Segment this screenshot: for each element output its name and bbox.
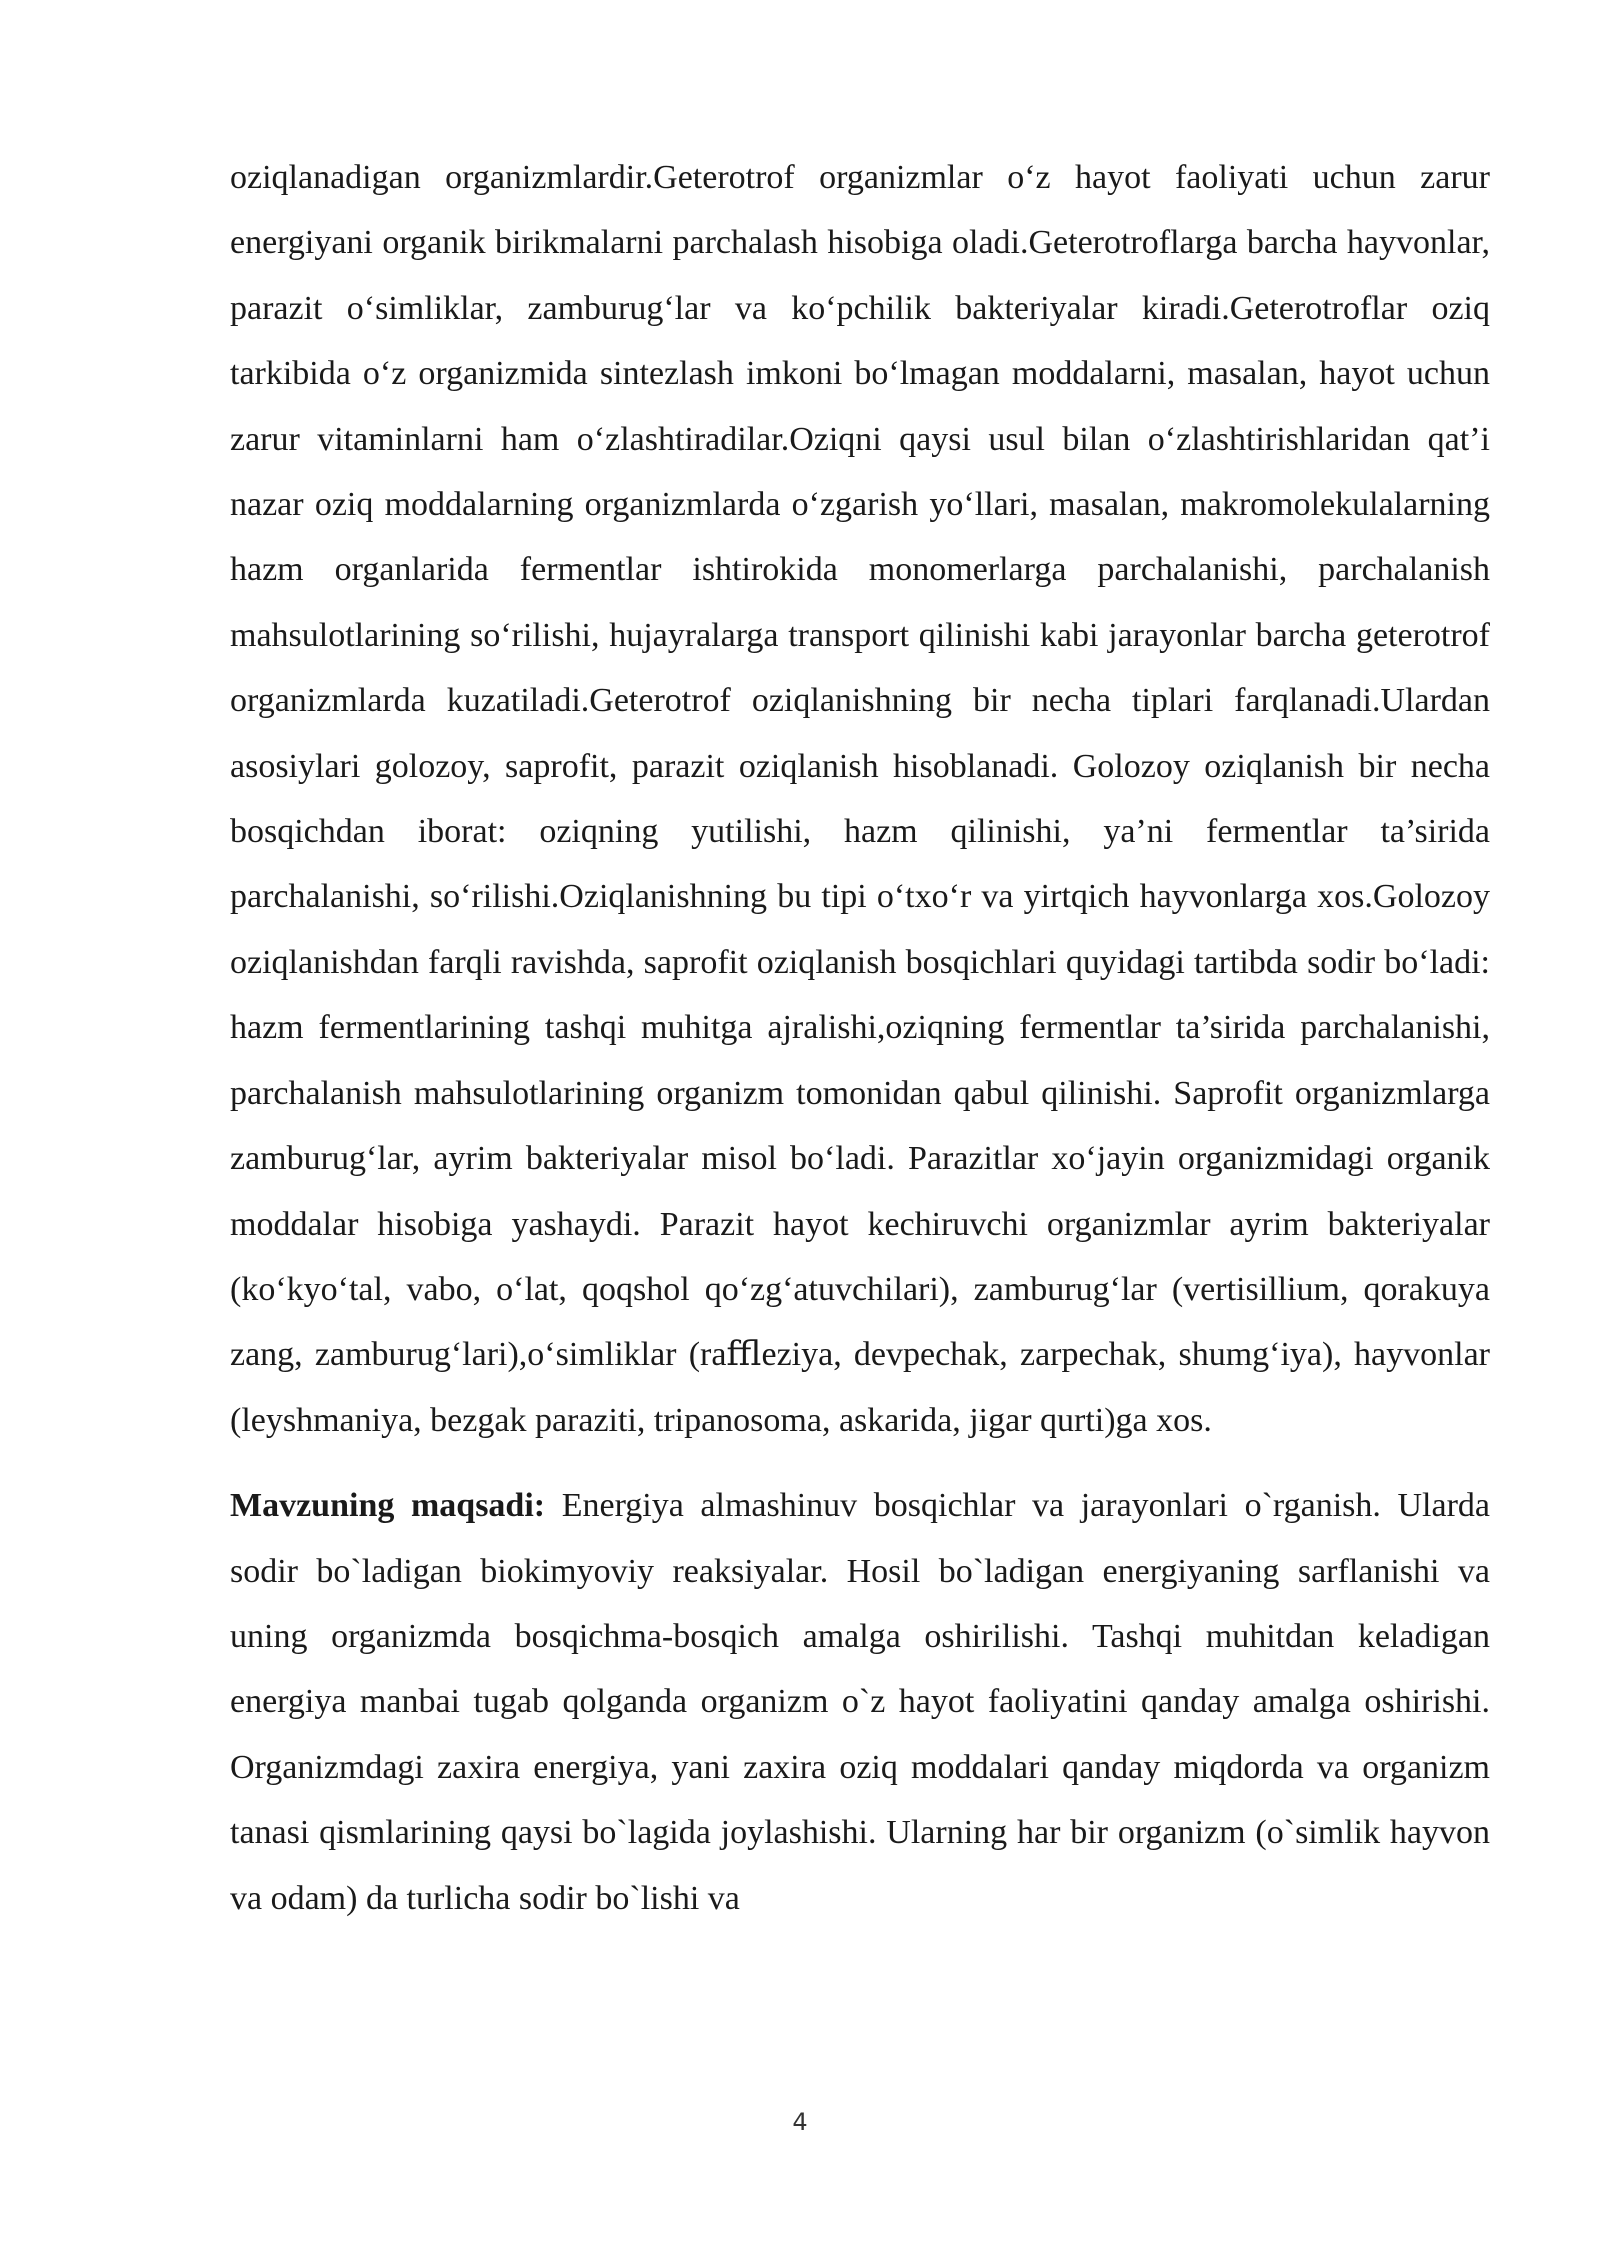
paragraph-geterotrof [230,145,1490,1453]
document-body [230,145,1490,1931]
paragraph-heading: Mavzuning maqsadi: [230,1487,546,1525]
page-number: 4 [792,2108,808,2136]
paragraph-text: oziqlanadigan organizmlardir.Geterotrof organizmlar o‘z hayot faoliyati uchun zarur energiyani organik birikmalarni parchalash hisobiga oladi.Geterotroflarga barcha hayvonlar, parazit o‘simliklar, zamburug‘lar va ko‘pchilik bakteriyalar kiradi.Geterotroflar oziq tarkibida o‘z organizmida sintezlash imkoni bo‘lmagan moddalarni, masalan, hayot uchun zarur vitaminlarni ham o‘zlashtiradilar.Oziqni qaysi usul bilan o‘zlashtirishlaridan qat’i nazar oziq moddalarning organizmlarda o‘zgarish yo‘llari, masalan, makromolekulalarning hazm organlarida fermentlar ishtirokida monomerlarga parchalanishi, parchalanish mahsulotlarining so‘rilishi, hujayralarga transport qilinishi kabi jarayonlar barcha geterotrof organizmlarda kuzatiladi.Geterotrof oziqlanishning bir necha tiplari farqlanadi.Ulardan asosiylari golozoy, saprofit, parazit oziqlanish hisoblanadi. Golozoy oziqlanish bir necha bosqichdan iborat: oziqning yutilishi, hazm qilinishi, ya’ni fermentlar ta’sirida parchalanishi, so‘rilishi.Oziqlanishning bu tipi o‘txo‘r va yirtqich hayvonlarga xos.Golozoy oziqlanishdan farqli ravishda, saprofit oziqlanish bosqichlari quyidagi tartibda sodir bo‘ladi: hazm fermentlarining tashqi muhitga ajralishi,oziqning fermentlar ta’sirida parchalanishi, parchalanish mahsulotlarining organizm tomonidan qabul qilinishi. Saprofit organizmlarga zamburug‘lar, ayrim bakteriyalar misol bo‘ladi. Parazitlar xo‘jayin organizmidagi organik moddalar hisobiga yashaydi. Parazit hayot kechiruvchi organizmlar ayrim bakteriyalar (ko‘kyo‘tal, vabo, o‘lat, qoqshol qo‘zg‘atuvchilari), zamburug‘lar (vertisillium, qorakuya zang, zamburug‘lari),o‘simliklar (raﬄeziya, devpechak, zarpechak, shumg‘iya), hayvonlar (leyshmaniya, bezgak paraziti, tripanosoma, askarida, jigar qurti)ga xos. [230,159,1490,1439]
paragraph-text: Energiya almashinuv bosqichlar va jarayonlari o`rganish. Ularda sodir bo`ladigan biokimyoviy reaksiyalar. Hosil bo`ladigan energiyaning sarflanishi va uning organizmda bosqichma-bosqich amalga oshirilishi. Tashqi muhitdan keladigan energiya manbai tugab qolganda organizm o`z hayot faoliyatini qanday amalga oshirishi. Organizmdagi zaxira energiya, yani zaxira oziq moddalari qanday miqdorda va organizm tanasi qismlarining qaysi bo`lagida joylashishi. Ularning har bir organizm (o`simlik hayvon va odam) da turlicha sodir bo`lishi va [230,1487,1490,1917]
paragraph-maqsad [230,1473,1490,1931]
